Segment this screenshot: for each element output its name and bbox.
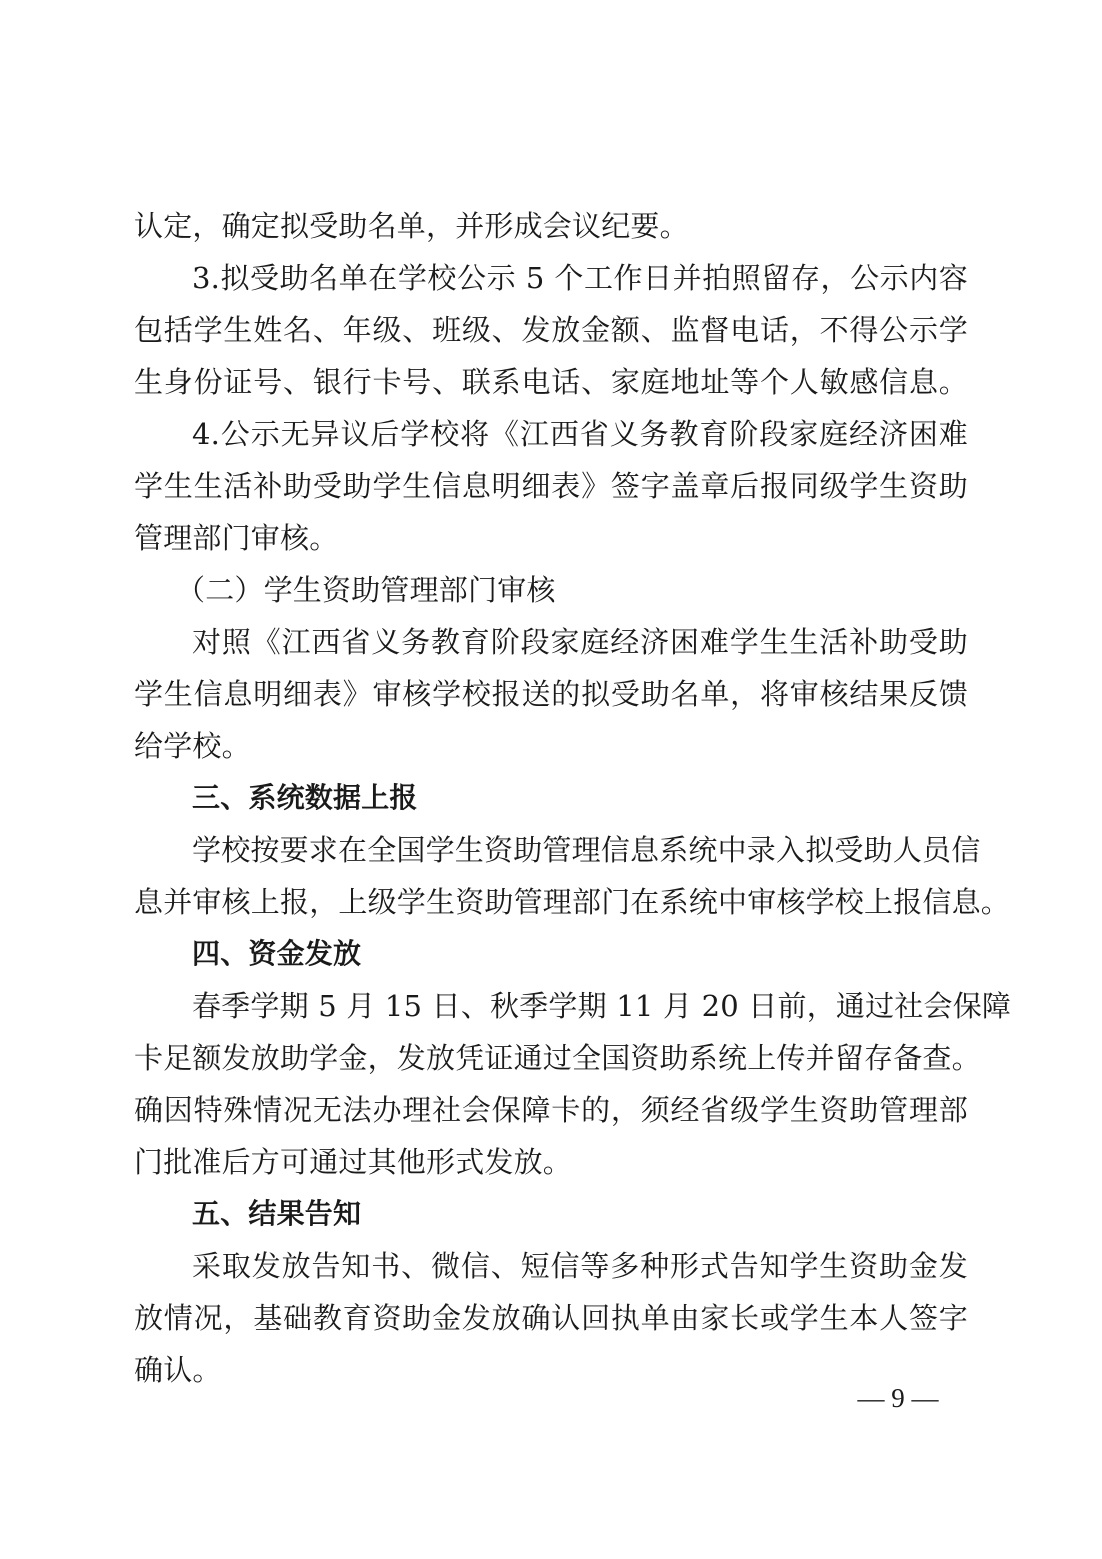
text-line: 确认。 [134, 1353, 222, 1387]
text-line: 息并审核上报，上级学生资助管理部门在系统中审核学校上报信息。 [134, 885, 1011, 919]
text-line: 采取发放告知书、微信、短信等多种形式告知学生资助金发 [192, 1249, 968, 1283]
section-heading: 五、结果告知 [192, 1197, 362, 1230]
text-line: 对照《江西省义务教育阶段家庭经济困难学生生活补助受助 [192, 625, 968, 659]
text-line: 学生信息明细表》审核学校报送的拟受助名单，将审核结果反馈 [134, 677, 968, 711]
text-line: 卡足额发放助学金，发放凭证通过全国资助系统上传并留存备查。 [134, 1041, 981, 1075]
section-subheading: （二）学生资助管理部门审核 [176, 573, 556, 607]
text-line: 放情况，基础教育资助金发放确认回执单由家长或学生本人签字 [134, 1301, 968, 1335]
text-line: 认定，确定拟受助名单，并形成会议纪要。 [134, 209, 689, 243]
text-line: 3.拟受助名单在学校公示 5 个工作日并拍照留存，公示内容 [192, 261, 968, 295]
text-line: 学生生活补助受助学生信息明细表》签字盖章后报同级学生资助 [134, 469, 968, 503]
section-heading: 三、系统数据上报 [192, 781, 418, 814]
text-line: 包括学生姓名、年级、班级、发放金额、监督电话，不得公示学 [134, 313, 968, 347]
text-line: 给学校。 [134, 729, 251, 763]
text-line: 确因特殊情况无法办理社会保障卡的，须经省级学生资助管理部 [134, 1093, 968, 1127]
text-line: 门批准后方可通过其他形式发放。 [134, 1145, 573, 1179]
text-line: 春季学期 5 月 15 日、秋季学期 11 月 20 日前，通过社会保障 [192, 989, 1012, 1023]
page-number: — 9 — [857, 1383, 939, 1413]
text-line: 管理部门审核。 [134, 521, 339, 555]
text-line: 生身份证号、银行卡号、联系电话、家庭地址等个人敏感信息。 [134, 365, 968, 399]
text-line: 4.公示无异议后学校将《江西省义务教育阶段家庭经济困难 [192, 417, 968, 451]
section-heading: 四、资金发放 [192, 937, 362, 970]
text-line: 学校按要求在全国学生资助管理信息系统中录入拟受助人员信 [192, 833, 981, 867]
